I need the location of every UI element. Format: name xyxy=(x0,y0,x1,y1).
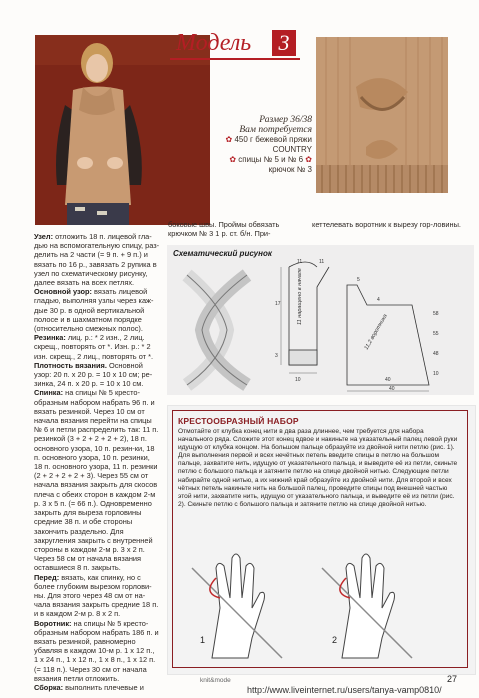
hook-text: крючок № 3 xyxy=(268,165,312,174)
model-number-badge: 3 xyxy=(272,30,296,56)
dim-label: 11 xyxy=(297,259,303,265)
dim-label: 17 xyxy=(275,301,281,307)
dim-label: 40 xyxy=(389,386,395,392)
dim-label: 58 xyxy=(433,311,439,317)
paragraph-gauge xyxy=(34,361,160,389)
schematic-title: Схематический рисунок xyxy=(173,249,272,258)
flower-bullet-icon: ✿ xyxy=(305,155,312,164)
dim-label: 10 xyxy=(295,377,301,383)
schematic-height-label: 11 наращено в начале xyxy=(297,268,303,325)
paragraph-body: отложить 18 п. лицевой гла-дью на вспомогательную спицу, раз-делить на 2 части (= 9 п. + 9 п.) и вязать по 16 р., завязать 2 рупика в узел по схематическому рисунку, далее вязать на всех петлях. xyxy=(34,232,160,288)
knot-closeup-illustration xyxy=(316,37,448,193)
paragraph-body: выполнить плечевые и xyxy=(63,682,144,692)
size-label: Размер 36/38 xyxy=(259,115,312,125)
model-illustration xyxy=(35,35,210,225)
paragraph-heading: Узел: xyxy=(34,232,54,241)
needs-label: Вам потребуется xyxy=(239,125,312,135)
dim-label: 55 xyxy=(433,331,439,337)
cast-on-instruction-panel xyxy=(167,405,476,675)
paragraph-body: на спицы № 5 кресто-образным набором набрать 96 п. и вязать резинкой. Через 10 см от начала вязания перейти на спицы № 6 и петли распределить так: 11 п. резинкой (3 + 2 + 2 + 2 + 2), 18 п. основного узора, 10 п. резин-ки, 18 п. основного узора, 10 п. резинки, 18 п. основного узора, 11 п. резинки (2 + 2 + 2 + 2 + 3). Через 55 см от начала вязания закрыть для скосов плеча с обеих сторон в каждом 2-м р. 3 х 5 п. (= 66 п.). Одновременно закрыть для выреза горловины средние 38 п. и обе стороны закончить раздельно. Для закругления закрыть с внутренней стороны в каждом 2-м р. 3 х 2 п. Через 58 см от начала вязания оставшиеся 8 п. закрыть. xyxy=(34,388,159,573)
dim-label: 3 xyxy=(275,353,278,359)
paragraph-heading: Воротник: xyxy=(34,618,72,628)
figure-number-2: 2 xyxy=(332,635,338,645)
paragraph-heading: Основной узор: xyxy=(34,287,92,297)
paragraph-front xyxy=(34,573,160,619)
schematic-collar-label: 11,2 воротника xyxy=(363,313,389,351)
tools-line xyxy=(212,155,312,175)
source-url-watermark: http://www.liveinternet.ru/users/tanya-vamp0810/ xyxy=(247,685,442,695)
instruction-title: КРЕСТООБРАЗНЫЙ НАБОР xyxy=(178,416,299,426)
brand-footer: knit&mode xyxy=(200,677,231,684)
paragraph-body: вязать, как спинку, но с более глубоким вырезом горлови-ны. Для этого через 48 см от на-чала вязания закрыть средние 18 п. и в каждом 2-м р. 8 х 2 п. xyxy=(34,572,159,619)
instructions-column-1 xyxy=(34,232,160,692)
model-photo xyxy=(35,35,210,225)
paragraph-heading: Сборка: xyxy=(34,682,64,692)
paragraph-body: вязать лицевой гладью, выполняя узлы через каж-дые 30 р. в одной вертикальной полосе и в шахматном порядке (относительно смежных полос). xyxy=(34,287,154,334)
dim-label: 4 xyxy=(377,297,380,303)
yarn-line xyxy=(212,135,312,155)
paragraph-body: на спицы № 5 кресто-образным набором набрать 186 п. и вязать резинкой, равномерно убавляя в каждом 10-м р. 1 х 12 п., 1 х 24 п., 1 х 12 п., 1 х 8 п., 1 х 12 п. (= 118 п.). Через 30 см от начала вязания петли отложить. xyxy=(34,618,159,683)
paragraph-heading: Перед: xyxy=(34,572,60,582)
dim-label: 5 xyxy=(357,277,360,283)
paragraph-collar-attach: кеттелевать воротник к вырезу гор-ловины. xyxy=(312,220,461,229)
instruction-text: Отмотайте от клубка конец нити в два раза длиннее, чем требуется для набора начального ряда. Сложите этот конец вдвое и накиньте на указательный палец левой руки идущую от клубка концом. На большом пальце образуйте из двойной нити петлю (рис. 1). Для выполнения первой и всех нечётных петель введите спицы в петлю на большом пальце, захватите нить, идущую от указательного пальца, и выведите её из петли, скиньте петлю с большого пальца и затяните петлю на спице двойной нитью. Следующие петли набирайте одной нитью, а их нижний край образуйте из двойной нити. Для второй и всех чётных петель накиньте нить на большой палец, проведите спицы под внешней частью этой нити, захватите нить, идущую от указательного пальца, и выведите её из петли (рис. 2). Скиньте петлю с большого пальца и затяните петлю на спице двойной нитью. xyxy=(178,428,458,508)
paragraph-assembly-cont: боковые швы. Проймы обвязать крючком № 3 1 р. ст. б/н. При- xyxy=(168,220,280,239)
paragraph-knot xyxy=(34,232,160,287)
paragraph-body: Основной узор: 20 п. х 20 р. = 10 х 10 см; ре-зинка, 24 п. х 20 р. = 10 х 10 см. xyxy=(34,360,153,389)
paragraph-collar xyxy=(34,619,160,683)
paragraph-assembly xyxy=(34,683,160,692)
specs-block xyxy=(212,115,312,175)
knot-diagram xyxy=(187,275,247,385)
model-title xyxy=(170,30,300,60)
paragraph-main-pattern xyxy=(34,287,160,333)
schematic-drawing xyxy=(167,245,474,395)
figure-number-1: 1 xyxy=(200,635,206,645)
paragraph-heading: Спинка: xyxy=(34,388,64,398)
yarn-text: 450 г бежевой пряжи COUNTRY xyxy=(234,135,312,154)
flower-bullet-icon: ✿ xyxy=(229,155,237,164)
tools-text: спицы № 5 и № 6 xyxy=(238,155,304,164)
title-label: Модель xyxy=(176,30,252,56)
paragraph-heading: Плотность вязания. xyxy=(34,360,107,370)
page-number: 27 xyxy=(447,674,458,684)
dim-label: 11 xyxy=(319,259,325,265)
title-underline xyxy=(170,58,300,60)
dim-label: 40 xyxy=(385,377,391,383)
hand-illustrations xyxy=(172,538,472,668)
paragraph-body: лиц. р.: * 2 изн., 2 лиц. скрещ., повторять от *. Изн. р.: * 2 изн. скрещ., 2 лиц., повторять от *. xyxy=(34,333,154,361)
dim-label: 48 xyxy=(433,351,439,357)
instructions-column-3 xyxy=(312,220,462,229)
dim-label: 10 xyxy=(433,371,439,377)
knit-detail-photo xyxy=(316,37,448,193)
instructions-column-2 xyxy=(168,220,308,238)
schematic-panel xyxy=(167,245,474,395)
hand-figure-1 xyxy=(192,554,282,658)
paragraph-back xyxy=(34,388,160,572)
flower-bullet-icon: ✿ xyxy=(225,135,233,144)
paragraph-heading: Резинка: xyxy=(34,333,66,343)
paragraph-rib xyxy=(34,333,160,361)
